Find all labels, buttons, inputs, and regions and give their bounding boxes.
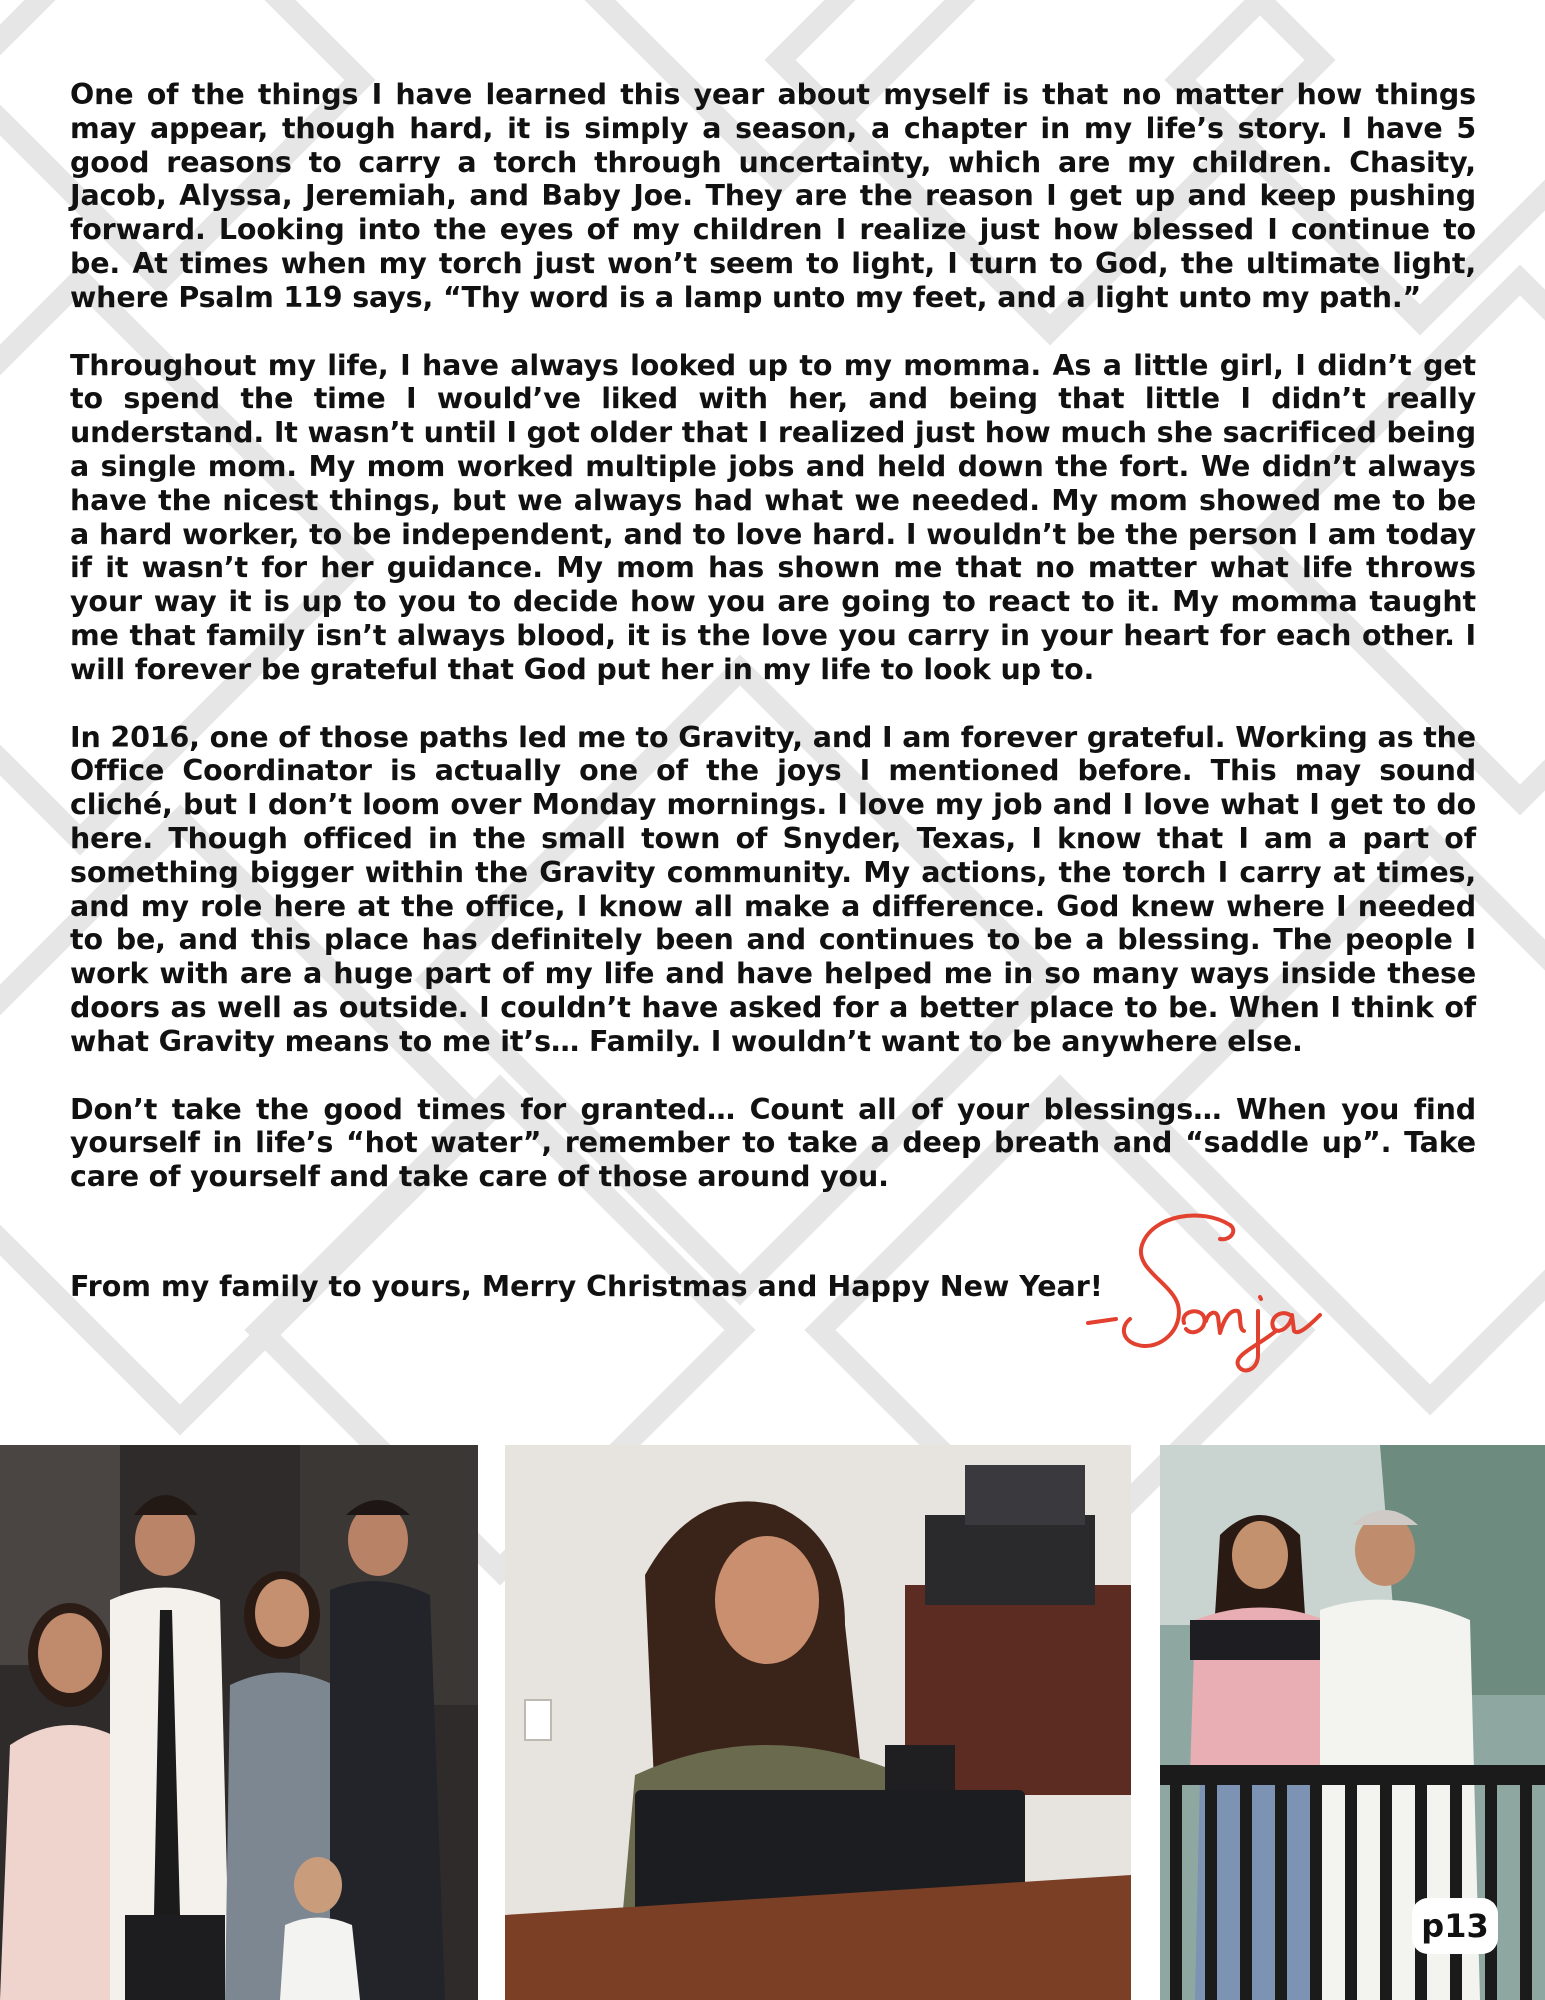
paragraph-gravity: In 2016, one of those paths led me to Gravity, and I am forever grateful. Working as the Office Coordinator is actually one of the joys I mentioned before. This may sound cliché, but I don’t loom over Monday mornings. I love my job and I love what I get to do here. Though officed in the small town of Snyder, Texas, I know that I am a part of something bigger within the Gravity community. My actions, the torch I carry at times, and my role here at the office, I know all make a difference. God knew where I needed to be, and this place has definitely been and continues to be a blessing. The people I work with are a huge part of my life and have helped me in so many ways inside these doors as well as outside. I couldn’t have asked for a better place to be. When I think of what Gravity means to me it’s… Family. I wouldn’t want to be anywhere else. <box>70 720 1476 1058</box>
letter-body <box>70 78 1476 1228</box>
paragraph-blessings: Don’t take the good times for granted… Count all of your blessings… When you find yourself in life’s “hot water”, remember to take a deep breath and “saddle up”. Take care of yourself and take care of those around you. <box>70 1092 1476 1194</box>
page-number-badge: p13 <box>1412 1898 1498 1954</box>
photo-family <box>0 1445 478 2000</box>
signature-sonja <box>1080 1205 1360 1380</box>
paragraph-momma: Throughout my life, I have always looked up to my momma. As a little girl, I didn’t get to spend the time I would’ve liked with her, and being that little I didn’t really understand. It wasn’t until I got older that I realized just how much she sacrificed being a single mom. My mom worked multiple jobs and held down the fort. We didn’t always have the nicest things, but we always had what we needed. My mom showed me to be a hard worker, to be independent, and to love hard. I wouldn’t be the person I am today if it wasn’t for her guidance. My mom has shown me that no matter what life throws your way it is up to you to decide how you are going to react to it. My momma taught me that family isn’t always blood, it is the love you carry in your heart for each other. I will forever be grateful that God put her in my life to look up to. <box>70 348 1476 686</box>
closing-line: From my family to yours, Merry Christmas and Happy New Year! <box>70 1270 1103 1303</box>
paragraph-children: One of the things I have learned this year about myself is that no matter how things may appear, though hard, it is simply a season, a chapter in my life’s story. I have 5 good reasons to carry a torch through uncertainty, which are my children. Chasity, Jacob, Alyssa, Jeremiah, and Baby Joe. They are the reason I get up and keep pushing forward. Looking into the eyes of my children I realize just how blessed I continue to be. At times when my torch just won’t seem to light, I turn to God, the ultimate light, where Psalm 119 says, “Thy word is a lamp unto my feet, and a light unto my path.” <box>70 78 1476 314</box>
photo-office <box>505 1445 1131 2000</box>
